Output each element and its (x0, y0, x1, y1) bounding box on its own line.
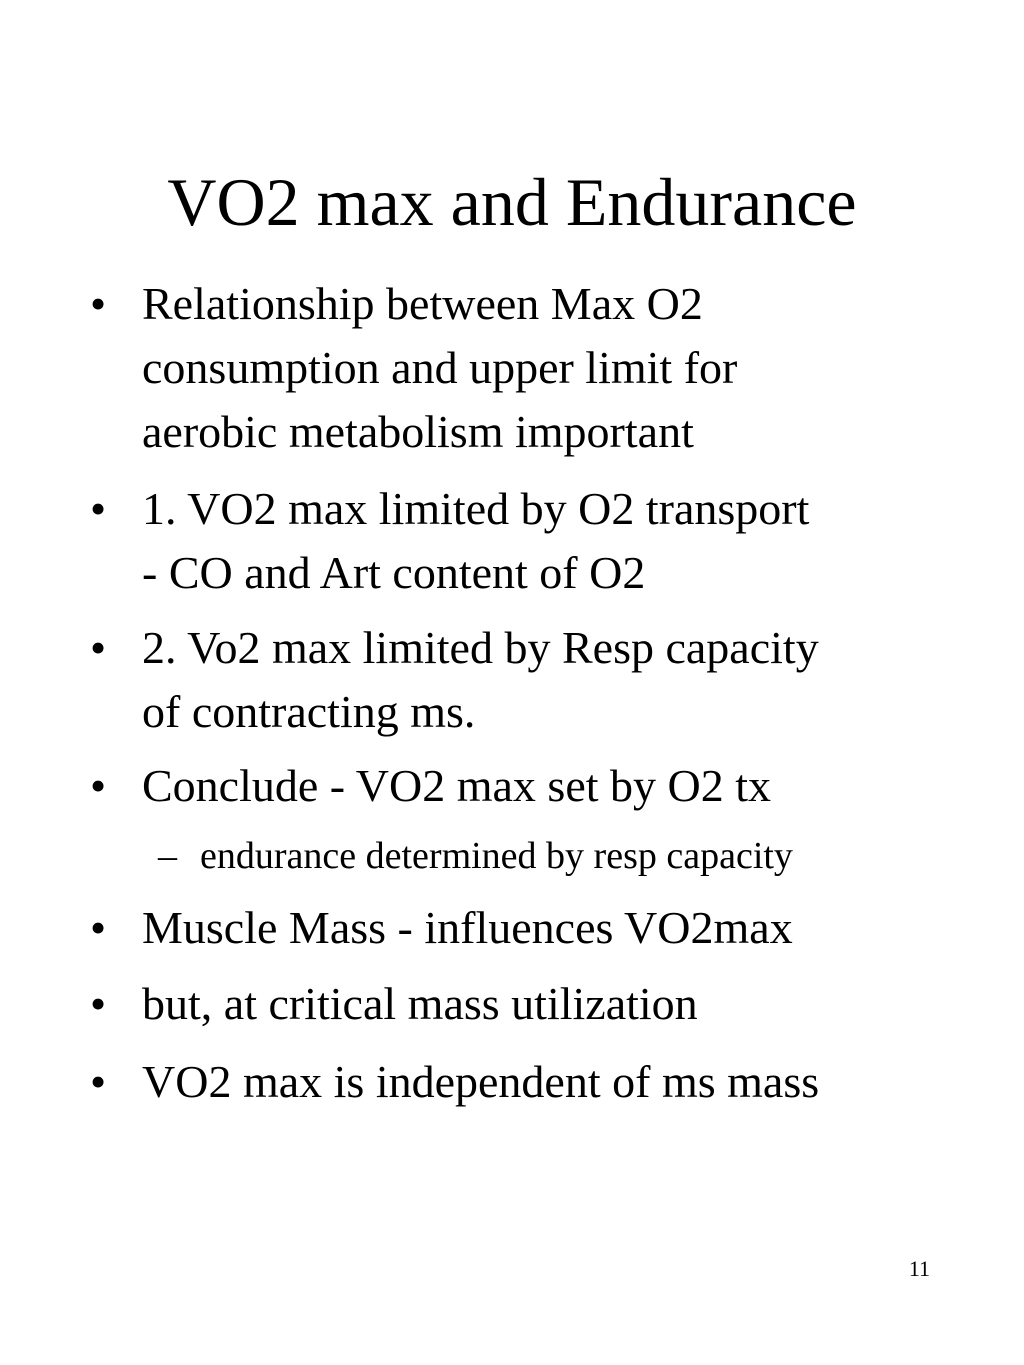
bullet-line: aerobic metabolism important (142, 406, 694, 457)
bullet-line: but, at critical mass utilization (142, 978, 698, 1029)
bullet-text (142, 754, 972, 818)
bullet-marker: • (90, 278, 107, 329)
bullet-line: 2. Vo2 max limited by Resp capacity (142, 622, 819, 673)
bullet-line: Relationship between Max O2 (142, 278, 703, 329)
bullet-line: VO2 max is independent of ms mass (142, 1056, 820, 1107)
bullet-text (142, 896, 972, 960)
bullet-line: of contracting ms. (142, 686, 476, 737)
bullet-text (142, 1050, 972, 1114)
bullet-line: - CO and Art content of O2 (142, 547, 646, 598)
bullet-text (142, 972, 972, 1036)
bullet-marker: • (90, 483, 107, 534)
bullet-text (142, 477, 972, 605)
bullet-marker: • (90, 902, 107, 953)
bullet-marker: • (90, 622, 107, 673)
bullet-marker: • (90, 760, 107, 811)
bullet-line: Conclude - VO2 max set by O2 tx (142, 760, 772, 811)
bullet-line: 1. VO2 max limited by O2 transport (142, 483, 810, 534)
bullet-text (142, 272, 972, 464)
bullet-marker: • (90, 978, 107, 1029)
bullet-text (142, 616, 972, 744)
bullet-marker: • (90, 1056, 107, 1107)
bullet-line: consumption and upper limit for (142, 342, 738, 393)
bullet-line: Muscle Mass - influences VO2max (142, 902, 793, 953)
sub-bullet-text: endurance determined by resp capacity (200, 835, 793, 877)
sub-bullet-marker: – (158, 835, 177, 877)
page-number: 11 (908, 1256, 930, 1281)
slide-title: VO2 max and Endurance (167, 164, 857, 240)
